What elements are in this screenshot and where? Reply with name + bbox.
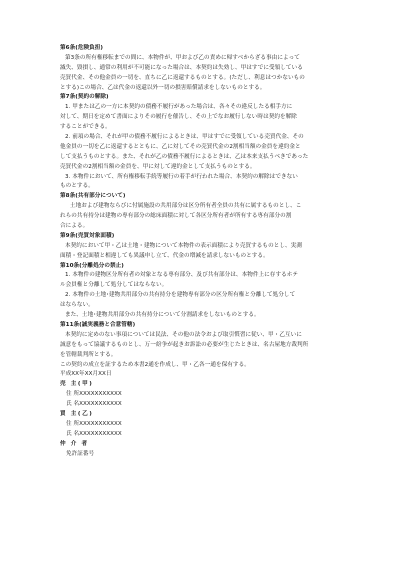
article7-p2-line: 他金員の一切を乙に返還するとともに、乙に対してその売買代金の2割相当額の金員を違約金と — [60, 143, 301, 150]
article7-heading: 第7条(契約の解除) — [60, 94, 109, 101]
closing-statement: この契約の成立を証するため本書2通を作成し、甲・乙各一通を保有する。 — [60, 361, 250, 368]
article8-line: れらの共有持分は建物の専有部分の総床面積に対して各区分所有者が所有する専有部分の割 — [60, 213, 292, 220]
article11-line: を管轄裁判所とする。 — [60, 351, 117, 358]
broker-label: 仲 介 者 — [60, 440, 89, 447]
contract-date: 平成XX年XX月XX日 — [60, 371, 112, 378]
seller-address: 住 所XXXXXXXXXXX — [66, 391, 122, 398]
article11-line: 本契約に定めのない事項については民法、その他の法令および取引慣習に従い、甲・乙互いに — [65, 331, 302, 338]
article6-line: 第3条の所有権移転までの間に、本物件が、甲および乙の責めに帰すべからざる事由によって — [65, 54, 300, 61]
article10-heading: 第10条(分離処分の禁止) — [60, 262, 124, 269]
seller-label: 売 主(甲) — [60, 381, 94, 388]
buyer-label: 買 主(乙) — [60, 410, 94, 417]
seller-name: 氏 名XXXXXXXXXXX — [66, 401, 122, 408]
article8-heading: 第8条(共有部分について) — [60, 193, 126, 200]
contract-body — [60, 44, 360, 459]
article6-line: 滅失、毀損し、通常の利用が不可能になった場合は、本契約は失効し、甲はすでに受領している — [60, 64, 303, 71]
article6-heading: 第6条(危険負担) — [60, 45, 104, 51]
article7-p2-line: 2. 前項の場合、それが甲の債務不履行によるときは、甲はすでに受領している売買代金、その — [65, 134, 304, 141]
article7-p2-line: して支払うものとする。また、それが乙の債務不履行によるときは、乙は本来支払うべきであった — [60, 153, 309, 160]
article10-p2-line: はならない。 — [60, 302, 94, 309]
article10-p2-line: 2. 本物件の土地･建物共用部分の共有持分を建物専有部分の区分所有権と分離して処分して — [65, 292, 296, 299]
article10-p1-line: 1. 本物件の建物区分所有者の対象となる専有部分、及び共有部分は、本物件上に存するホテ — [65, 272, 299, 279]
article7-p3-line: 3. 本物件において、所有権移転手続等履行の着手が行われた場合、本契約の解除はできない — [65, 173, 298, 180]
article9-line: 本契約において甲・乙は土地・建物について本物件の表示面積により売買するものとし、実測 — [65, 242, 302, 249]
article8-line: 土地および建物ならびに付属施設の共用部分は区分所有者全員の共有に属するものとし、こ — [70, 203, 302, 210]
article7-p3-line: ものとする。 — [60, 183, 94, 190]
article10-p1-line: ル会員権と分離して処分してはならない。 — [60, 282, 168, 289]
article7-p1-line: することができる。 — [60, 124, 111, 131]
article6-line: 売買代金、その他金員の一切を、直ちに乙に返還するものとする。(ただし、利息はつかないもの — [60, 74, 305, 81]
article6-line: とする)この場合、乙は代金の返還以外一切の損害賠償請求をしないものとする。 — [60, 84, 266, 91]
article11-heading: 第11条(誠実義務と合意管轄) — [60, 321, 136, 328]
article9-heading: 第9条(売買対象面積) — [60, 232, 115, 239]
article9-line: 面積・登記面積と相違しても異議申し立て、代金の増減を請求しないものとする。 — [60, 252, 269, 259]
article10-p2-line: また、土地･建物共用部分の共有持分について分割請求をしないものとする。 — [65, 312, 260, 319]
article7-p1-line: 1. 甲または乙の一方に本契約の債務不履行があった場合は、各々その違反したる相手方に — [65, 104, 293, 111]
article7-p2-line: 売買代金の2割相当額の金員を、甲に対して違約金として支払うものとする。 — [60, 163, 256, 170]
broker-license-number: 免許証番号 — [66, 450, 95, 457]
buyer-name: 氏 名XXXXXXXXXXX — [66, 430, 122, 437]
article7-p1-line: 対して、期日を定めて書面によりその履行を催告し、その上でなお履行しない時は契約を解除 — [60, 114, 297, 121]
article8-line: 合による。 — [60, 223, 89, 230]
buyer-address: 住 所XXXXXXXXXXX — [66, 420, 122, 427]
article11-line: 誠意をもって協議するものとし、万一紛争が起きお訴訟の必要が生じたときは、名古屋地方裁判所 — [60, 341, 309, 348]
